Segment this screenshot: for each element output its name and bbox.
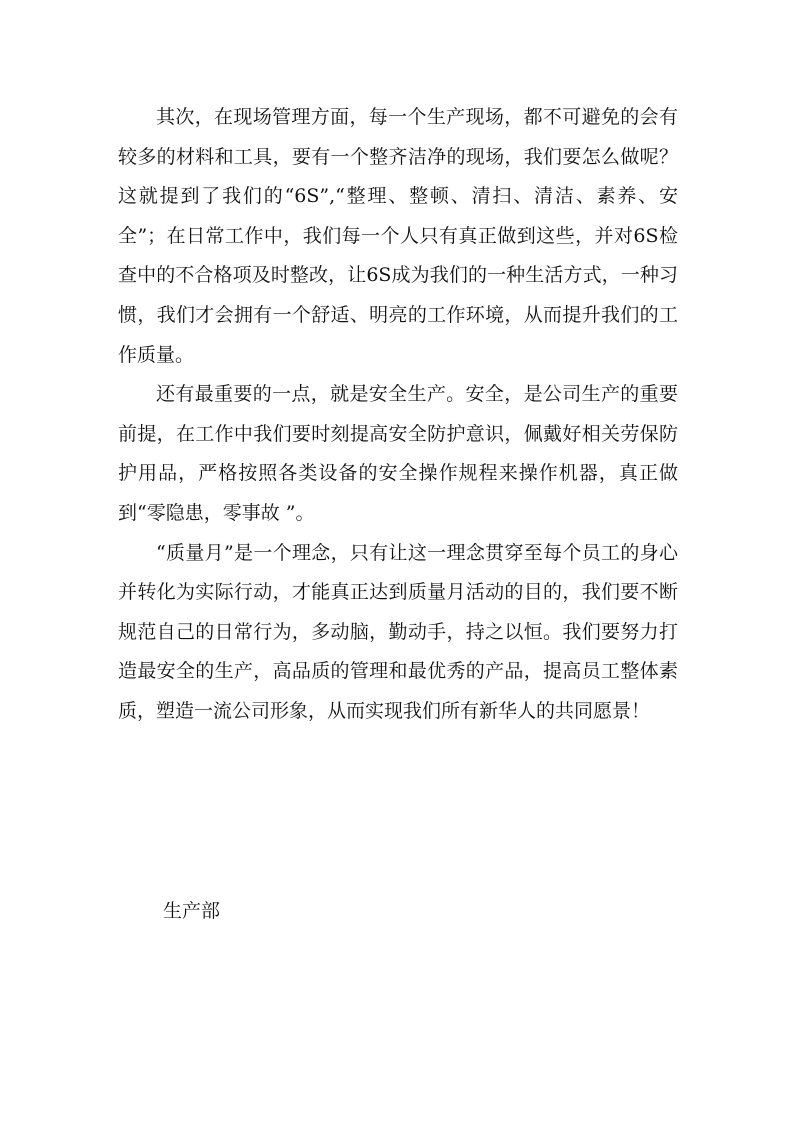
department-signature: 生产部 bbox=[163, 900, 221, 922]
paragraph-quality-month: “质量月”是一个理念，只有让这一理念贯穿至每个员工的身心并转化为实际行动，才能真正达到质量月活动的目的，我们要不断规范自己的日常行为，多动脑，勤动手，持之以恒。我们要努力打造最安全的生产，高品质的管理和最优秀的产品，提高员工整体素质，塑造一流公司形象，从而实现我们所有新华人的共同愿景！ bbox=[118, 541, 678, 722]
document-body bbox=[118, 98, 678, 732]
paragraph-site-management: 其次，在现场管理方面，每一个生产现场，都不可避免的会有较多的材料和工具，要有一个整齐洁净的现场，我们要怎么做呢？这就提到了我们的“6S”,“整理、整顿、清扫、清洁、素养、安全”；在日常工作中，我们每一个人只有真正做到这些，并对6S检查中的不合格项及时整改，让6S成为我们的一种生活方式，一种习惯，我们才会拥有一个舒适、明亮的工作环境，从而提升我们的工作质量。 bbox=[118, 106, 678, 366]
paragraph-safety-production: 还有最重要的一点，就是安全生产。安全，是公司生产的重要前提，在工作中我们要时刻提高安全防护意识，佩戴好相关劳保防护用品，严格按照各类设备的安全操作规程来操作机器，真正做到“零隐患，零事故 ”。 bbox=[118, 383, 678, 524]
